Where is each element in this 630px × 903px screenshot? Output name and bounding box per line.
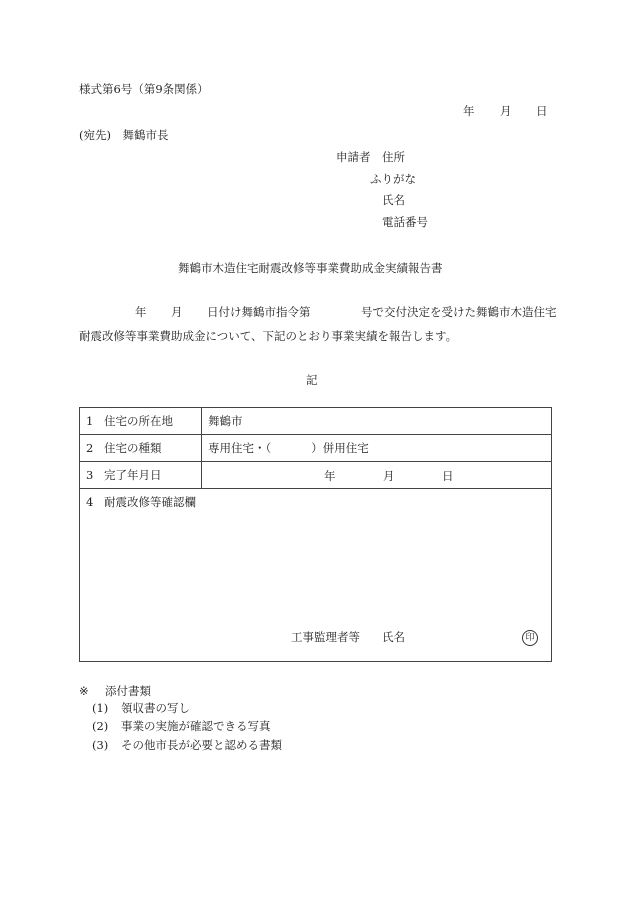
body-dated-order: 日付け舞鶴市指令第 (207, 305, 311, 319)
supervisor-label: 工事監理者等 (291, 630, 360, 644)
table-row-confirm (80, 489, 552, 662)
body-month: 月 (171, 305, 183, 319)
date-day: 日 (536, 104, 548, 118)
confirm-label: 耐震改修等確認欄 (104, 495, 196, 509)
addressee: (宛先) 舞鶴市長 (79, 128, 169, 142)
ki-mark: 記 (306, 373, 318, 387)
applicant-label: 申請者 (336, 150, 371, 164)
date-year: 年 (463, 104, 475, 118)
applicant-name: 氏名 (382, 193, 405, 207)
table-row (80, 462, 552, 489)
document-title: 舞鶴市木造住宅耐震改修等事業費助成金実績報告書 (178, 261, 443, 275)
row-label-type: 2 住宅の種類 (80, 435, 202, 462)
table-row (80, 408, 552, 435)
applicant-phone: 電話番号 (382, 215, 428, 229)
attachment-num: (2) (92, 719, 109, 733)
attachment-num: (3) (92, 738, 109, 752)
date-month: 月 (500, 104, 512, 118)
supervisor-name-label: 氏名 (382, 630, 405, 644)
body-year: 年 (135, 305, 147, 319)
applicant-furigana: ふりがな (370, 172, 416, 186)
table-row (80, 435, 552, 462)
attachment-item: 事業の実施が確認できる写真 (121, 719, 271, 733)
attachment-item: 領収書の写し (121, 701, 190, 715)
row-value-completion: 年 月 日 (202, 462, 552, 489)
confirm-cell: 4 耐震改修等確認欄 工事監理者等 氏名 印 (80, 489, 552, 662)
seal-mark: 印 (522, 630, 538, 646)
form-number: 様式第6号（第9条関係） (79, 82, 209, 96)
record-table (79, 407, 552, 662)
body-line2: 耐震改修等事業費助成金について、下記のとおり事業実績を報告します。 (79, 329, 458, 343)
attachment-item: その他市長が必要と認める書類 (121, 738, 282, 752)
body-line1-rest: 号で交付決定を受けた舞鶴市木造住宅 (361, 305, 557, 319)
row-label-location: 1 住宅の所在地 (80, 408, 202, 435)
attachments-heading: 添付書類 (105, 684, 151, 698)
applicant-address: 住所 (382, 150, 405, 164)
row-label-completion: 3 完了年月日 (80, 462, 202, 489)
row-value-type: 専用住宅・（ ）併用住宅 (202, 435, 552, 462)
attachments-mark: ※ (79, 684, 89, 698)
row-value-location: 舞鶴市 (202, 408, 552, 435)
attachment-num: (1) (92, 701, 109, 715)
